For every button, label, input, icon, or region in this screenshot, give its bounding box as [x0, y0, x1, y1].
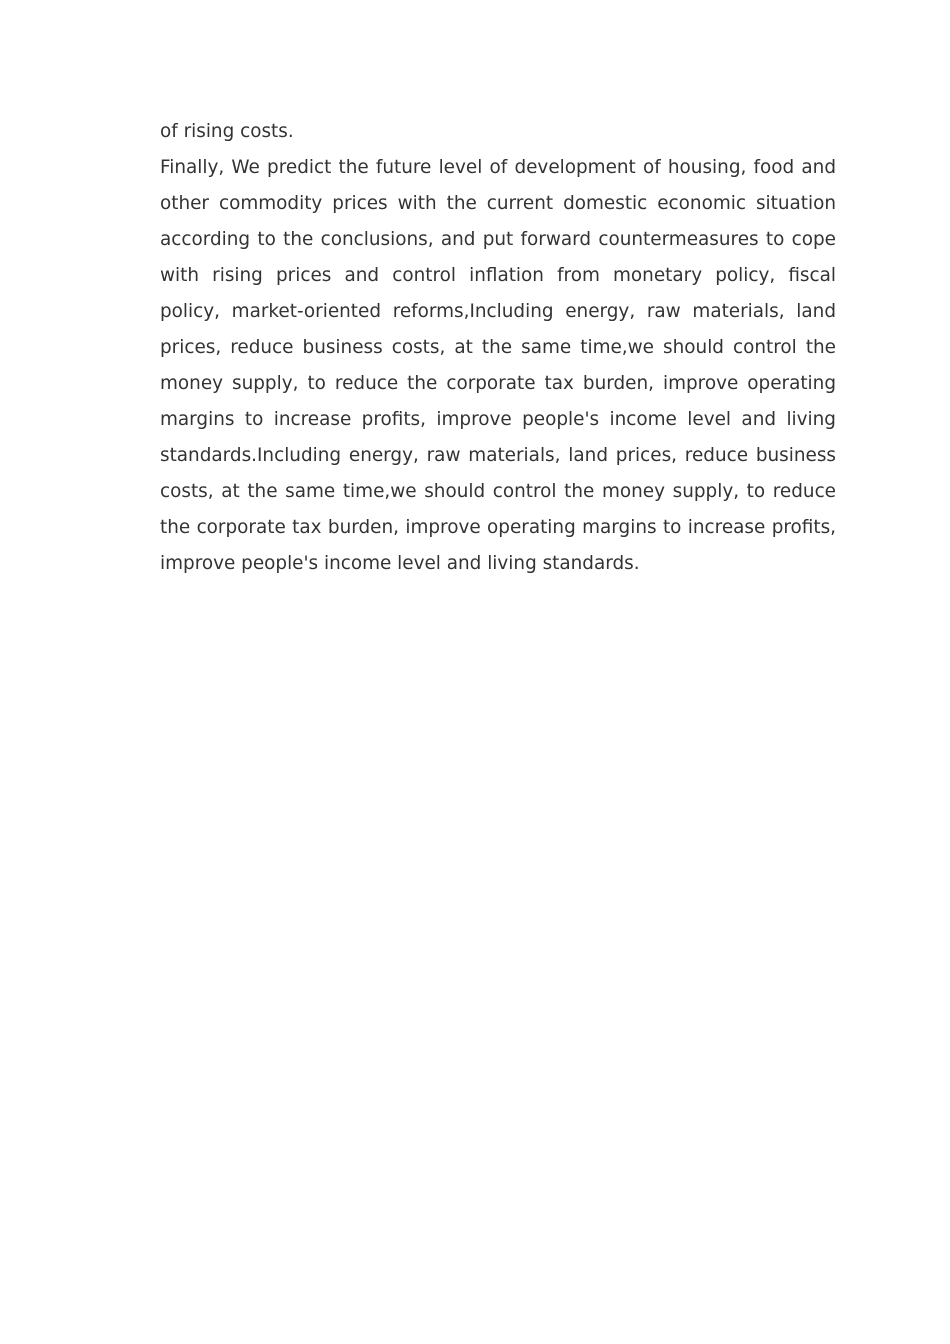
- body-text: [160, 114, 836, 582]
- paragraph-continuation: of rising costs.: [160, 121, 294, 142]
- paragraph-conclusion: Finally, We predict the future level of development of housing, food and other commodity prices with the current domestic economic situation according to the conclusions, and put forward countermeasures to cope with rising prices and control inflation from monetary policy, fiscal policy, market-oriented reforms,Including energy, raw materials, land prices, reduce business costs, at the same time,we should control the money supply, to reduce the corporate tax burden, improve operating margins to increase profits, improve people's income level and living standards.Including energy, raw materials, land prices, reduce business costs, at the same time,we should control the money supply, to reduce the corporate tax burden, improve operating margins to increase profits, improve people's income level and living standards.: [160, 157, 836, 574]
